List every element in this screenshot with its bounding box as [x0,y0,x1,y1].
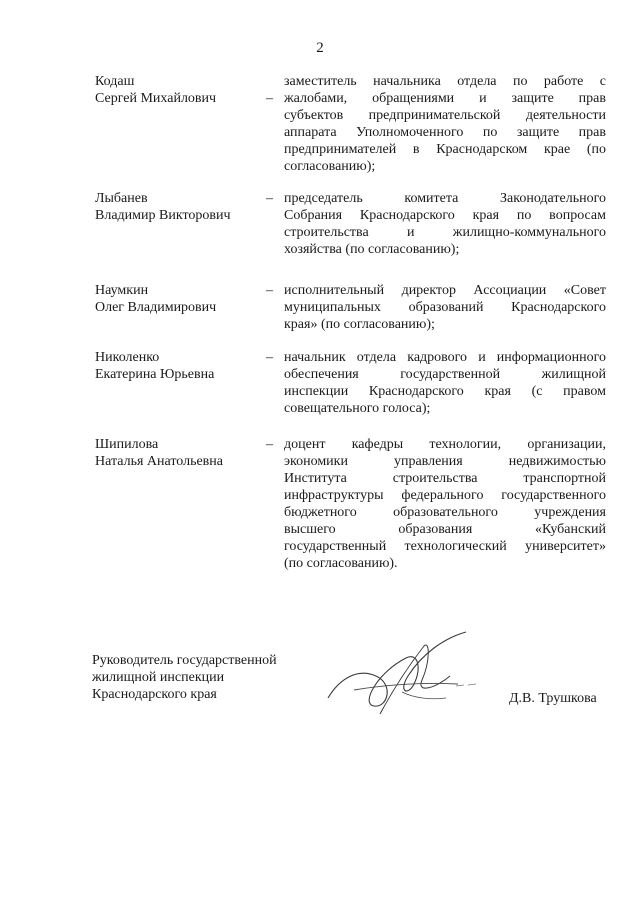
position-line: совещательного голоса); [284,401,431,416]
position-line: обеспечения государственной жилищной [284,367,606,382]
position-line: председатель комитета Законодательного [284,191,606,206]
position-line: Собрания Краснодарского края по вопросам [284,208,606,223]
member-name [95,349,265,383]
signatory-position-line: жилищной инспекции [92,670,225,685]
position-line: аппарата Уполномоченного по защите прав [284,125,606,140]
member-position [284,73,606,175]
member-given-names: Владимир Викторович [95,208,231,223]
position-line: Института строительства транспортной [284,471,606,486]
member-name [95,73,265,107]
member-position [284,190,606,258]
position-line: инфраструктуры федерального государственного [284,488,606,503]
member-surname: Шипилова [95,437,159,452]
signatory-position-line: Руководитель государственной [92,653,277,668]
signatory-position-line: Краснодарского края [92,687,217,702]
separator-dash: – [266,91,273,106]
member-name [95,436,265,470]
member-given-names: Сергей Михайлович [95,91,217,106]
position-line: предпринимателей в Краснодарском крае (по [284,142,606,157]
separator-dash: – [266,437,273,452]
member-given-names: Екатерина Юрьевна [95,367,215,382]
position-line: инспекции Краснодарского края (с правом [284,384,606,399]
separator-dash: – [266,283,273,298]
member-position [284,436,606,572]
separator-dash: – [266,350,273,365]
member-given-names: Олег Владимирович [95,300,217,315]
position-line: хозяйства (по согласованию); [284,242,460,257]
position-line: доцент кафедры технологии, организации, [284,437,606,452]
position-line: бюджетного образовательного учреждения [284,505,606,520]
position-line: (по согласованию). [284,556,398,571]
position-line: края» (по согласованию); [284,317,435,332]
separator-dash: – [266,191,273,206]
member-surname: Наумкин [95,283,149,298]
position-line: согласованию); [284,159,376,174]
member-given-names: Наталья Анатольевна [95,454,224,469]
position-line: государственный технологический университет» [284,539,606,554]
position-line: жалобами, обращениями и защите прав [284,91,606,106]
signatory-position [92,652,277,703]
position-line: начальник отдела кадрового и информационного [284,350,606,365]
signer-name: Д.В. Трушкова [509,691,597,706]
member-surname: Кодаш [95,74,135,89]
position-line: высшего образования «Кубанский [284,522,606,537]
position-line: субъектов предпринимательской деятельности [284,108,606,123]
position-line: заместитель начальника отдела по работе с [284,74,606,89]
member-position [284,349,606,417]
member-surname: Николенко [95,350,160,365]
position-line: строительства и жилищно-коммунального [284,225,606,240]
position-line: муниципальных образований Краснодарского [284,300,606,315]
member-name [95,190,265,224]
handwritten-signature [318,628,488,718]
member-name [95,282,265,316]
member-surname: Лыбанев [95,191,148,206]
member-position [284,282,606,333]
position-line: экономики управления недвижимостью [284,454,606,469]
page-number: 2 [316,40,324,56]
position-line: исполнительный директор Ассоциации «Совет [284,283,606,298]
